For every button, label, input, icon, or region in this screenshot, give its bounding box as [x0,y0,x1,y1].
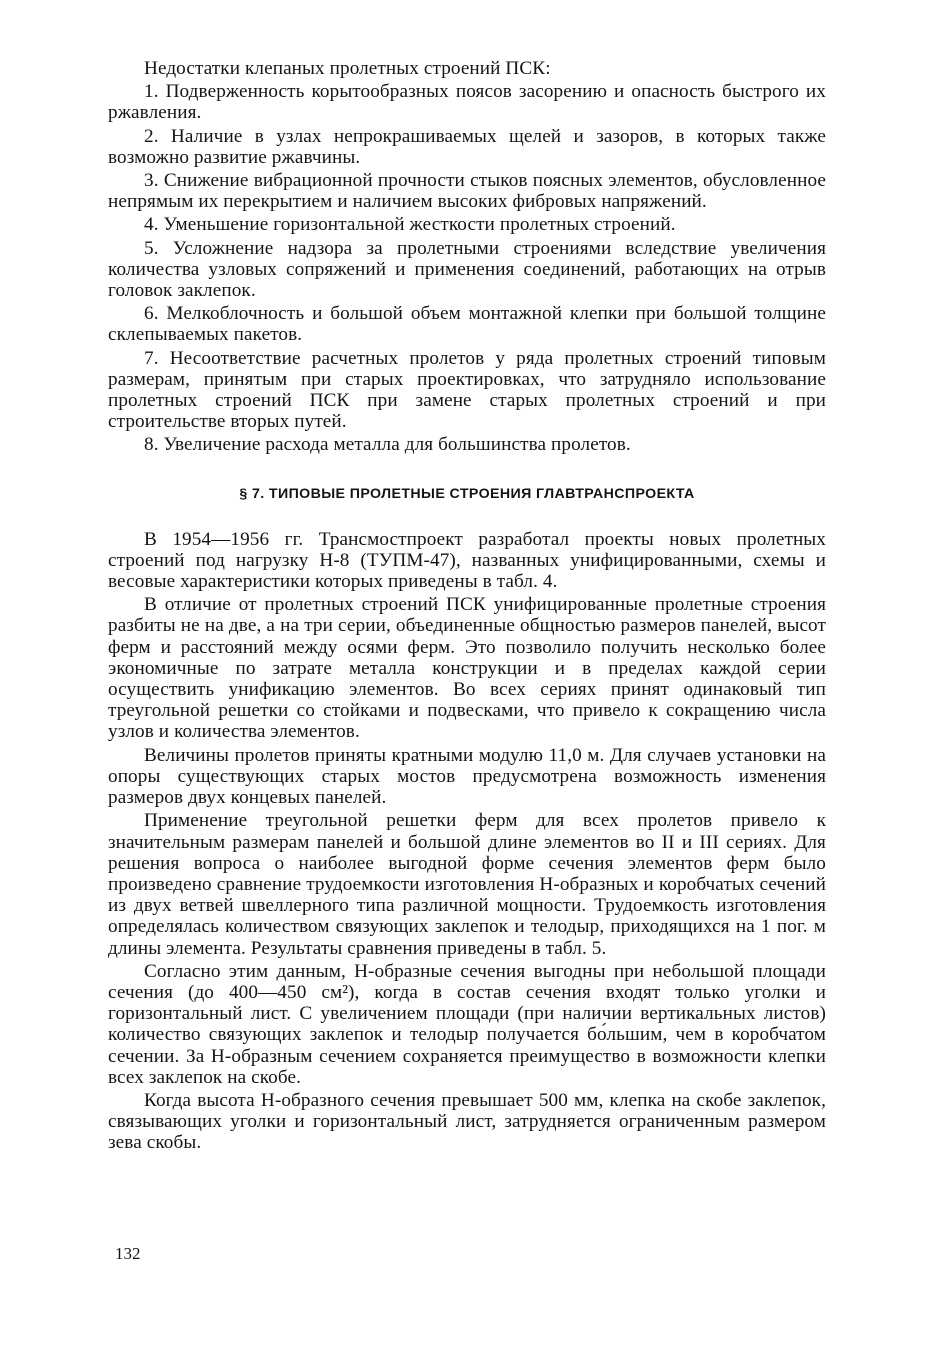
list-item-5: 5. Усложнение надзора за пролетными строениями вследствие увеличения количества узловых сопряжений и применения соединений, работающих на отрыв головок заклепок. [108,237,826,302]
list-item-7: 7. Несоответствие расчетных пролетов у ряда пролетных строений типовым размерам, принятым при старых проектировках, что затрудняло использование пролетных строений ПСК при замене старых пролетных строений и при строительстве вторых путей. [108,347,826,433]
list-item-8: 8. Увеличение расхода металла для большинства пролетов. [144,434,631,456]
page-body [108,58,826,1348]
spacer [108,504,826,529]
section-heading: § 7. ТИПОВЫЕ ПРОЛЕТНЫЕ СТРОЕНИЯ ГЛАВТРАНСПРОЕКТА [239,485,695,502]
section-paragraph-4: Применение треугольной решетки ферм для всех пролетов привело к значительным размерам панелей и большой длине элементов во II и III сериях. Для решения вопроса о наиболее выгодной форме сечения элементов ферм было произведено сравнение трудоемкости изготовления Н-образных и коробчатых сечений из двух ветвей швеллерного типа различной мощности. Трудоемкость изготовления определялась количеством связующих заклепок и телодыр, приходящихся на 1 пог. м длины элемента. Результаты сравнения приведены в табл. 5. [108,810,826,959]
spacer [108,458,826,484]
section-paragraph-3: Величины пролетов приняты кратными модулю 11,0 м. Для случаев установки на опоры существующих старых мостов предусмотрена возможность изменения размеров двух концевых панелей. [108,744,826,809]
list-intro: Недостатки клепаных пролетных строений ПСК: [144,58,551,79]
list-item-1: 1. Подверженность корытообразных поясов засорению и опасность быстрого их ржавления. [108,81,826,124]
list-item-4: 4. Уменьшение горизонтальной жесткости пролетных строений. [144,214,676,236]
section-paragraph-2: В отличие от пролетных строений ПСК унифицированные пролетные строения разбиты не на две, а на три серии, объединенные общностью размеров панелей, высот ферм и расстояний между осями ферм. Это позволило получить несколько более экономичные по затрате металла конструкции и в пределах каждой серии осуществить унификацию элементов. Во всех сериях принят одинаковый тип треугольной решетки со стойками и подвесками, что привело к сокращению числа узлов и количества элементов. [108,594,826,743]
section-paragraph-5: Согласно этим данным, Н-образные сечения выгодны при небольшой площади сечения (до 400—450 см²), когда в состав сечения входят только уголки и горизонтальный лист. С увеличением площади (при наличии вертикальных листов) количество связующих заклепок и телодыр получается бо́льшим, чем в коробчатом сечении. За Н-образным сечением сохраняется преимущество в возможности клепки всех заклепок на скобе. [108,960,826,1088]
section-paragraph-6: Когда высота Н-образного сечения превышает 500 мм, клепка на скобе заклепок, связывающих уголки и горизонтальный лист, затрудняется ограниченным размером зева скобы. [108,1089,826,1154]
list-item-6: 6. Мелкоблочность и большой объем монтажной клепки при большой толщине склепываемых пакетов. [108,303,826,346]
page-number: 132 [115,1244,141,1263]
list-item-3: 3. Снижение вибрационной прочности стыков поясных элементов, обусловленное непрямым их перекрытием и наличием высоких фибровых напряжений. [108,170,826,213]
list-item-2: 2. Наличие в узлах непрокрашиваемых щелей и зазоров, в которых также возможно развитие ржавчины. [108,125,826,168]
section-paragraph-1: В 1954—1956 гг. Трансмостпроект разработал проекты новых пролетных строений под нагрузку Н-8 (ТУПМ-47), названных унифицированными, схемы и весовые характеристики которых приведены в табл. 4. [108,528,826,593]
